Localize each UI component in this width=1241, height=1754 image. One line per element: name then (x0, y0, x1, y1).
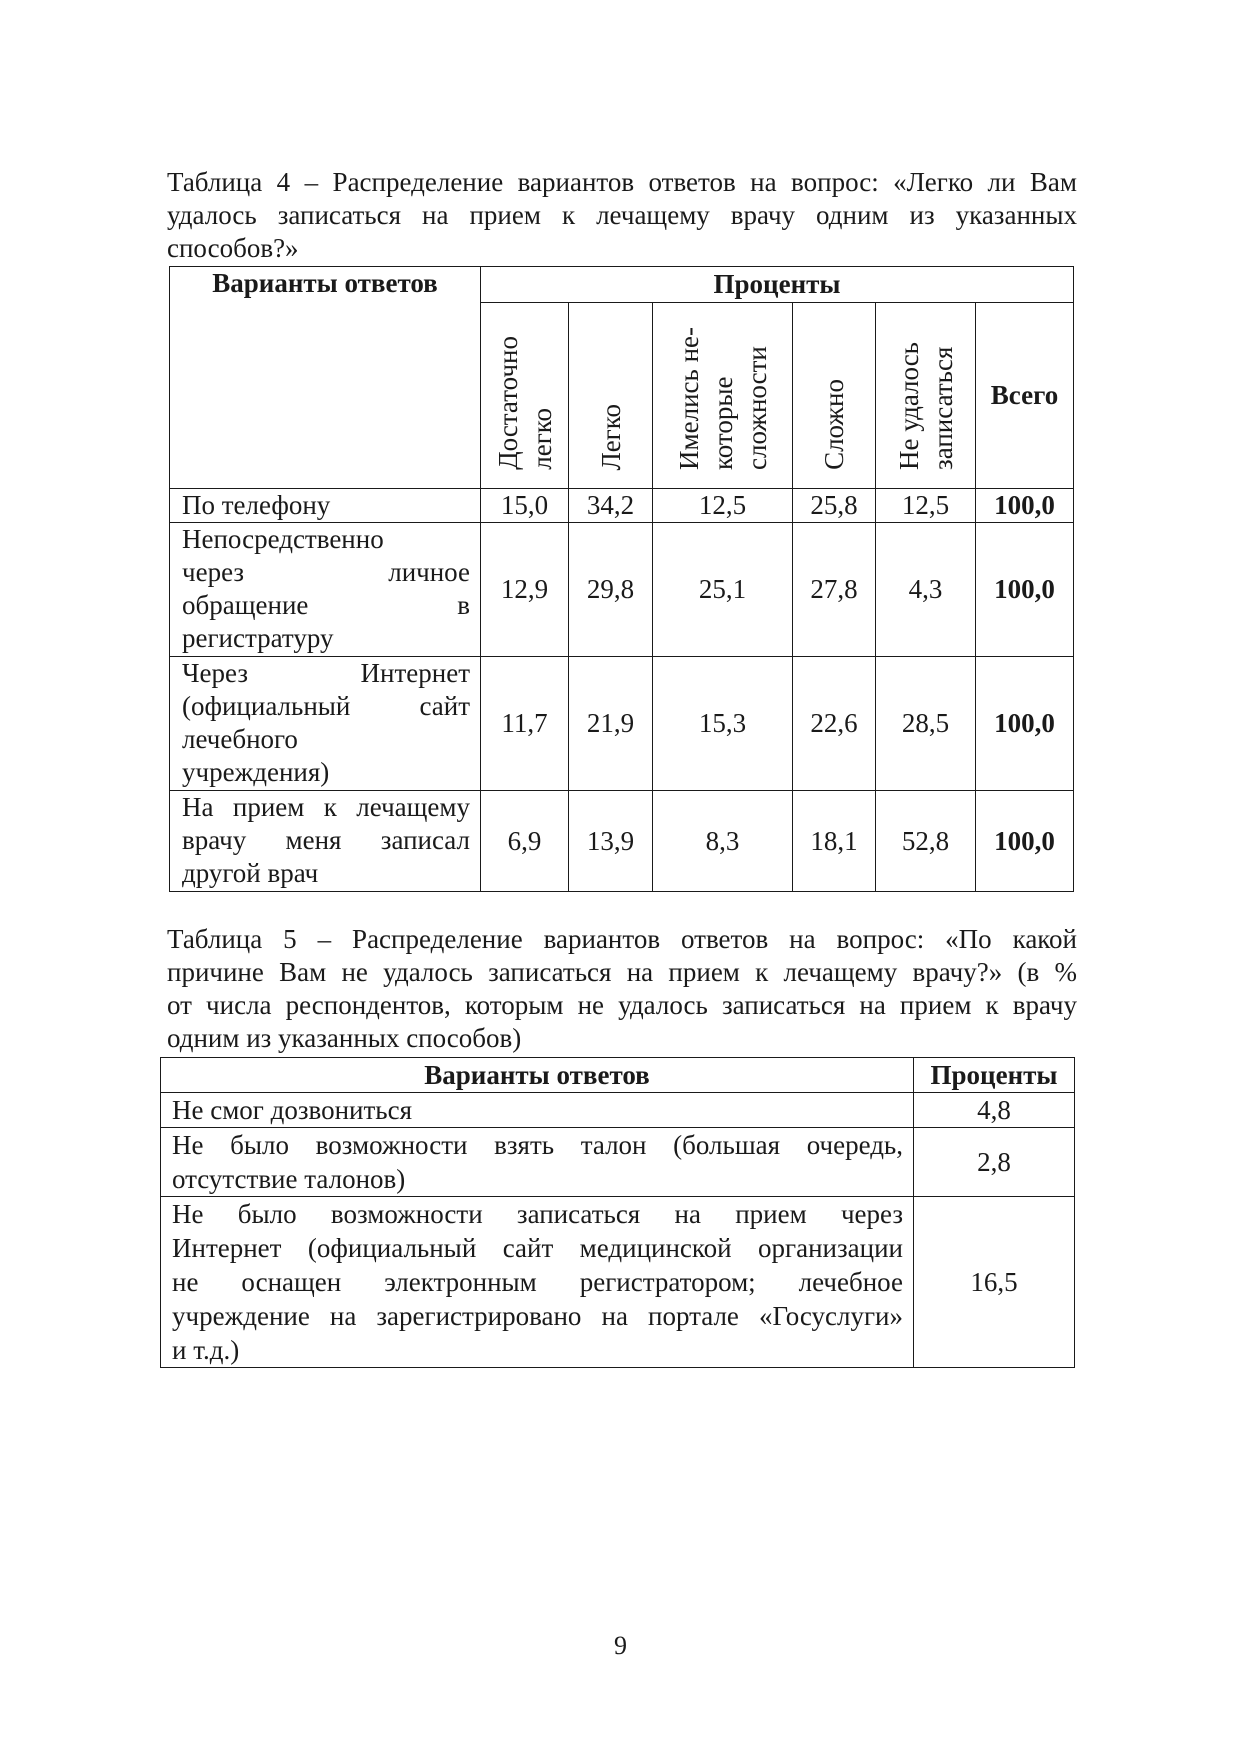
table-cell: 52,8 (876, 791, 976, 892)
table-cell: 12,5 (876, 489, 976, 523)
table5-header-variants: Варианты ответов (161, 1058, 914, 1093)
table4-caption-line: способов?» (167, 233, 299, 263)
table5-caption-line: Таблица 5 – Распределение вариантов ответов на вопрос: «По какой (167, 924, 1077, 954)
row-label-line: Не было возможности взять талон (большая очередь, (172, 1130, 903, 1160)
row-label-line: обращение в (182, 590, 470, 620)
table-cell: 11,7 (481, 657, 569, 791)
row-label-line: учреждения) (182, 757, 330, 787)
table4-header-percent: Проценты (481, 267, 1074, 303)
row-label (161, 1093, 914, 1128)
table-cell: 29,8 (569, 523, 653, 657)
col-header-text: Имелись не- (673, 327, 704, 470)
page-number: 9 (614, 1631, 627, 1660)
col-header-text: Не удалось (893, 342, 924, 470)
row-label-line: и т.д.) (172, 1335, 240, 1365)
row-label-line: Через Интернет (182, 658, 470, 688)
table-cell: 15,3 (653, 657, 793, 791)
row-label (170, 523, 481, 657)
table-cell: 18,1 (793, 791, 876, 892)
col-header-text: Сложно (819, 379, 849, 470)
table-row (161, 1197, 1075, 1368)
table4-col-header (481, 303, 569, 489)
table5-caption-line: одним из указанных способов) (167, 1023, 522, 1053)
table-cell: 34,2 (569, 489, 653, 523)
table-cell: 25,1 (653, 523, 793, 657)
table-row (170, 489, 1074, 523)
table5-caption-line: от числа респондентов, которым не удалось записаться на прием к врачу (167, 990, 1077, 1020)
table-row (170, 657, 1074, 791)
table4-col-header (653, 303, 793, 489)
col-header-text: сложности (741, 346, 772, 470)
row-label-line: По телефону (182, 490, 331, 520)
table4-caption-line: удалось записаться на прием к лечащему врачу одним из указанных (167, 200, 1077, 230)
table-cell: 6,9 (481, 791, 569, 892)
table-cell: 25,8 (793, 489, 876, 523)
row-label-line: (официальный сайт (182, 691, 470, 721)
row-label-line: учреждение на зарегистрировано на портале «Госуслуги» (172, 1301, 903, 1331)
table4-caption-line: Таблица 4 – Распределение вариантов ответов на вопрос: «Легко ли Вам (167, 167, 1077, 197)
table-row (161, 1128, 1075, 1197)
table4 (169, 266, 1074, 892)
row-label-line: Непосредственно (182, 524, 384, 554)
row-label-line: врачу меня записал (182, 825, 470, 855)
table-cell: 2,8 (914, 1128, 1075, 1197)
table4-caption (167, 166, 1077, 265)
table-cell-total: 100,0 (976, 791, 1074, 892)
table4-col-header (793, 303, 876, 489)
row-label (161, 1197, 914, 1368)
table4-header-variants: Варианты ответов (170, 267, 481, 489)
table-cell: 13,9 (569, 791, 653, 892)
table-cell-total: 100,0 (976, 489, 1074, 523)
col-header-text: Легко (595, 403, 626, 470)
table-cell: 15,0 (481, 489, 569, 523)
col-header-text: легко (526, 408, 557, 470)
table5-header-percent: Проценты (914, 1058, 1075, 1093)
row-label (170, 791, 481, 892)
table-cell: 12,9 (481, 523, 569, 657)
row-label (161, 1128, 914, 1197)
row-label-line: Не смог дозвониться (172, 1095, 413, 1125)
col-header-text: которые (707, 376, 738, 470)
table5 (160, 1057, 1075, 1368)
table-cell: 22,6 (793, 657, 876, 791)
row-label-line: Не было возможности записаться на прием через (172, 1199, 903, 1229)
table-cell-total: 100,0 (976, 657, 1074, 791)
row-label-line: не оснащен электронным регистратором; лечебное (172, 1267, 903, 1297)
row-label (170, 657, 481, 791)
table-cell: 28,5 (876, 657, 976, 791)
row-label-line: отсутствие талонов) (172, 1164, 406, 1194)
table-cell-total: 100,0 (976, 523, 1074, 657)
table-row (170, 523, 1074, 657)
row-label-line: На прием к лечащему (182, 792, 470, 822)
row-label-line: регистратуру (182, 623, 334, 653)
row-label (170, 489, 481, 523)
table4-col-header (876, 303, 976, 489)
table-cell: 12,5 (653, 489, 793, 523)
table-cell: 27,8 (793, 523, 876, 657)
row-label-line: через личное (182, 557, 470, 587)
table-cell: 16,5 (914, 1197, 1075, 1368)
row-label-line: другой врач (182, 858, 319, 888)
table4-col-header-total: Всего (976, 303, 1074, 489)
table5-caption-line: причине Вам не удалось записаться на прием к лечащему врачу?» (в % (167, 957, 1077, 987)
row-label-line: лечебного (182, 724, 298, 754)
table5-caption (167, 923, 1077, 1055)
col-header-text: записаться (927, 346, 958, 470)
row-label-line: Интернет (официальный сайт медицинской организации (172, 1233, 903, 1263)
table-cell: 4,8 (914, 1093, 1075, 1128)
table-cell: 8,3 (653, 791, 793, 892)
table-cell: 4,3 (876, 523, 976, 657)
table-row (170, 791, 1074, 892)
col-header-text: Достаточно (492, 336, 523, 470)
table-cell: 21,9 (569, 657, 653, 791)
table-row (161, 1093, 1075, 1128)
